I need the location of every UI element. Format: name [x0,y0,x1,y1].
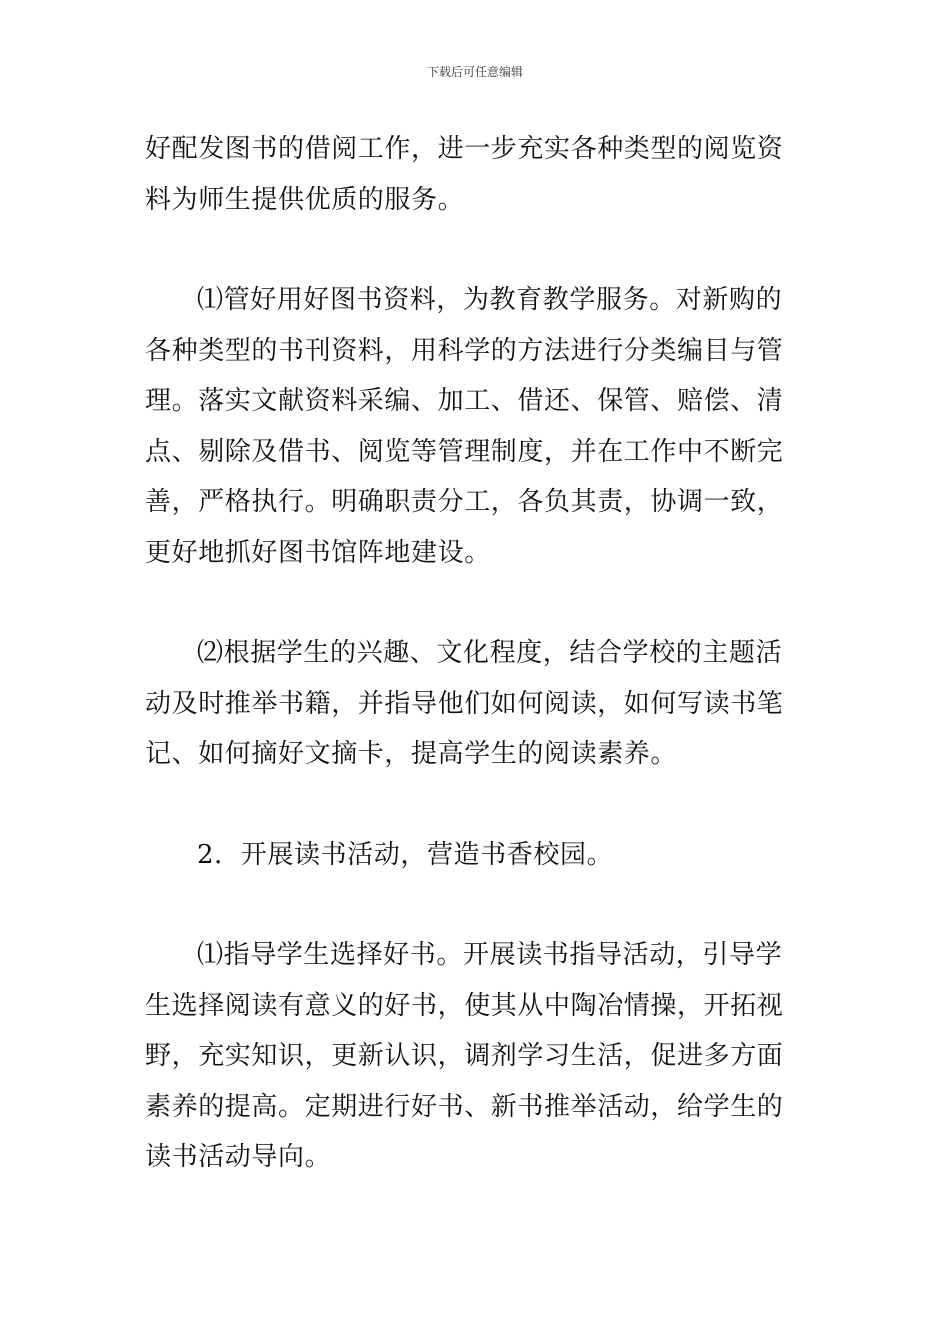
paragraph-library-management: ⑴管好用好图书资料，为教育教学服务。对新购的各种类型的书刊资料，用科学的方法进行分类编目与管理。落实文献资料采编、加工、借还、保管、赔偿、清点、剔除及借书、阅览等管理制度，并在工作中不断完善，严格执行。明确职责分工，各负其责，协调一致，更好地抓好图书馆阵地建设。 [145,285,784,568]
paragraph-gap [145,225,807,275]
paragraph-gap [145,578,807,628]
document-body [145,124,807,1183]
paragraph-book-recommendation: ⑵根据学生的兴趣、文化程度，结合学校的主题活动及时推举书籍，并指导他们如何阅读，如何写读书笔记、如何摘好文摘卡，提高学生的阅读素养。 [145,638,784,769]
paragraph-gap [145,880,807,930]
paragraph-guide-book-selection: ⑴指导学生选择好书。开展读书指导活动，引导学生选择阅读有意义的好书，使其从中陶冶情操，开拓视野，充实知识，更新认识，调剂学习生活，促进多方面素养的提高。定期进行好书、新书推举活动，给学生的读书活动导向。 [145,940,784,1172]
paragraph-gap [145,780,807,830]
paragraph-continuation: 好配发图书的借阅工作，进一步充实各种类型的阅览资料为师生提供优质的服务。 [145,134,784,215]
section-heading-reading-activities: 2．开展读书活动，营造书香校园。 [197,839,614,870]
page-header: 下载后可任意编辑 [426,65,523,79]
